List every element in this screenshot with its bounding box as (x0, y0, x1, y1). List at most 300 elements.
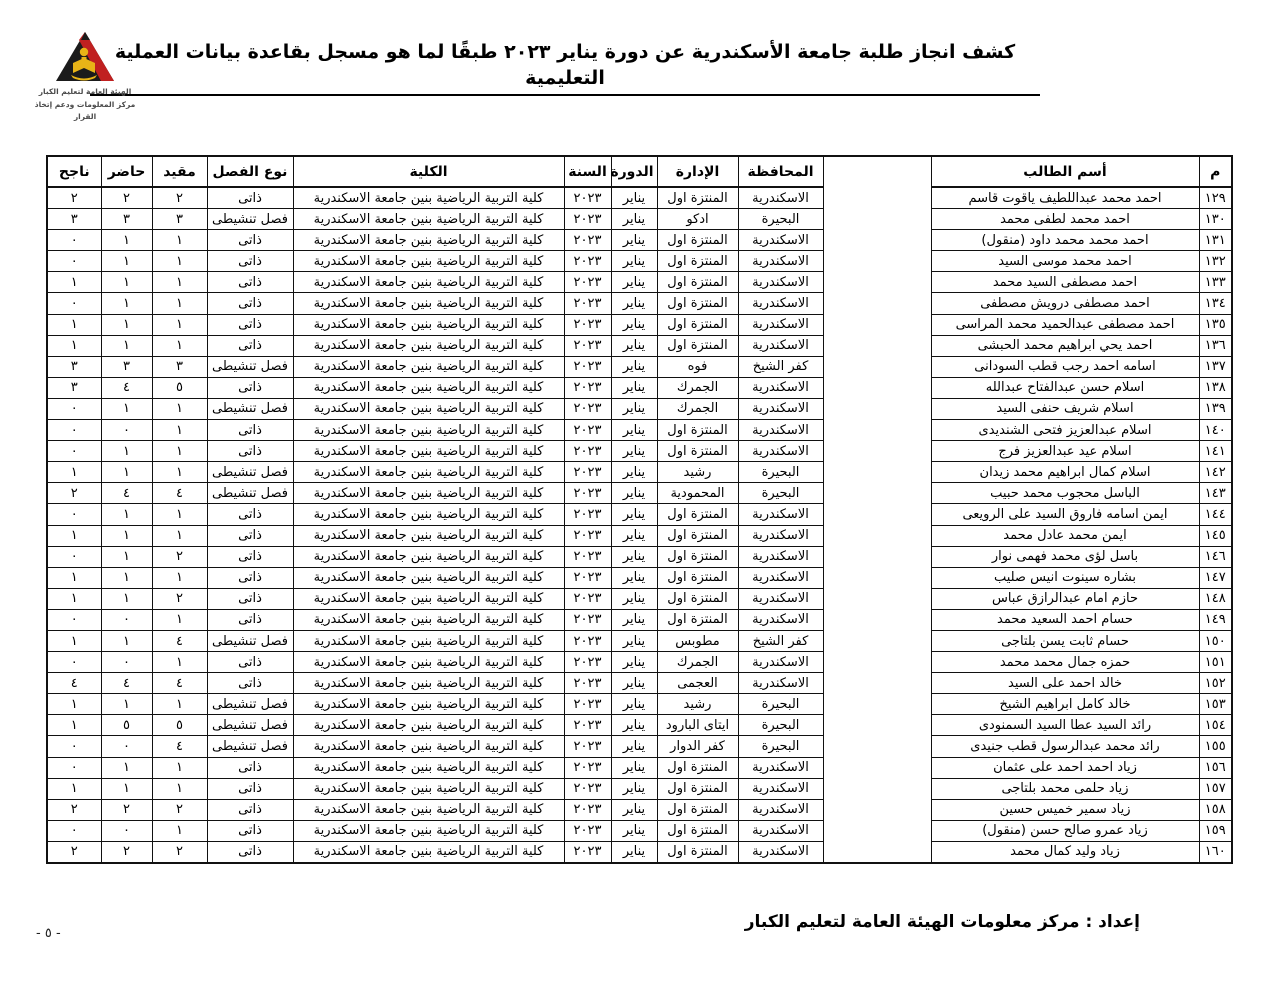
table-row (47, 293, 1232, 314)
cell-enrolled-count: ١ (152, 335, 207, 356)
table-row (47, 462, 1232, 483)
cell-passed-count: ١ (47, 588, 101, 609)
cell-passed-count: ٠ (47, 736, 101, 757)
cell-gap (823, 757, 931, 778)
cell-year: ٢٠٢٣ (564, 652, 611, 673)
cell-session: يناير (611, 841, 657, 863)
cell-enrolled-count: ١ (152, 820, 207, 841)
cell-enrolled-count: ١ (152, 420, 207, 441)
cell-governorate: الاسكندرية (738, 778, 823, 799)
cell-administration: العجمى (657, 673, 738, 694)
cell-administration: المنتزة اول (657, 251, 738, 272)
cell-session: يناير (611, 398, 657, 419)
cell-class-type: فصل تنشيطى (207, 209, 293, 230)
cell-present-count: ١ (101, 314, 152, 335)
table-row (47, 609, 1232, 630)
cell-college: كلية التربية الرياضية بنين جامعة الاسكندرية (293, 398, 564, 419)
cell-serial-number: ١٣٦ (1199, 335, 1232, 356)
header-student-name: أسم الطالب (931, 156, 1199, 187)
cell-present-count: ١ (101, 272, 152, 293)
pyramid-logo-icon (54, 30, 116, 84)
cell-session: يناير (611, 187, 657, 209)
cell-passed-count: ٢ (47, 799, 101, 820)
cell-college: كلية التربية الرياضية بنين جامعة الاسكندرية (293, 377, 564, 398)
cell-enrolled-count: ١ (152, 652, 207, 673)
cell-serial-number: ١٤٦ (1199, 546, 1232, 567)
cell-gap (823, 715, 931, 736)
table-row (47, 356, 1232, 377)
cell-class-type: ذاتى (207, 525, 293, 546)
header-session: الدورة (611, 156, 657, 187)
cell-gap (823, 251, 931, 272)
cell-session: يناير (611, 673, 657, 694)
cell-administration: المنتزة اول (657, 314, 738, 335)
cell-present-count: ٠ (101, 420, 152, 441)
cell-administration: مطوبس (657, 630, 738, 651)
cell-passed-count: ١ (47, 567, 101, 588)
cell-passed-count: ٠ (47, 820, 101, 841)
cell-session: يناير (611, 377, 657, 398)
logo-caption-line2: مركز المعلومات ودعم إتخاذ القرار (34, 100, 136, 121)
cell-serial-number: ١٤٢ (1199, 462, 1232, 483)
cell-college: كلية التربية الرياضية بنين جامعة الاسكندرية (293, 230, 564, 251)
cell-college: كلية التربية الرياضية بنين جامعة الاسكندرية (293, 609, 564, 630)
cell-present-count: ٢ (101, 799, 152, 820)
table-row (47, 799, 1232, 820)
cell-passed-count: ٠ (47, 652, 101, 673)
cell-college: كلية التربية الرياضية بنين جامعة الاسكندرية (293, 630, 564, 651)
cell-serial-number: ١٤٣ (1199, 483, 1232, 504)
header-administration: الإدارة (657, 156, 738, 187)
cell-enrolled-count: ١ (152, 272, 207, 293)
cell-passed-count: ١ (47, 272, 101, 293)
agency-logo (25, 30, 145, 122)
cell-student-name: احمد يحي ابراهيم محمد الحبشى (931, 335, 1199, 356)
cell-year: ٢٠٢٣ (564, 799, 611, 820)
cell-governorate: البحيرة (738, 462, 823, 483)
cell-enrolled-count: ٤ (152, 673, 207, 694)
cell-administration: المنتزة اول (657, 799, 738, 820)
cell-college: كلية التربية الرياضية بنين جامعة الاسكندرية (293, 335, 564, 356)
header-college: الكلية (293, 156, 564, 187)
cell-present-count: ١ (101, 757, 152, 778)
cell-administration: المنتزة اول (657, 230, 738, 251)
cell-gap (823, 335, 931, 356)
cell-passed-count: ٠ (47, 398, 101, 419)
cell-class-type: ذاتى (207, 272, 293, 293)
cell-administration: ايتاى البارود (657, 715, 738, 736)
cell-college: كلية التربية الرياضية بنين جامعة الاسكندرية (293, 778, 564, 799)
cell-present-count: ١ (101, 335, 152, 356)
cell-serial-number: ١٤٩ (1199, 609, 1232, 630)
cell-student-name: اسلام عيد عبدالعزيز فرج (931, 441, 1199, 462)
cell-college: كلية التربية الرياضية بنين جامعة الاسكندرية (293, 251, 564, 272)
table-row (47, 630, 1232, 651)
cell-governorate: الاسكندرية (738, 230, 823, 251)
header-governorate: المحافظة (738, 156, 823, 187)
cell-gap (823, 209, 931, 230)
cell-present-count: ١ (101, 588, 152, 609)
cell-class-type: ذاتى (207, 567, 293, 588)
cell-serial-number: ١٣٤ (1199, 293, 1232, 314)
cell-year: ٢٠٢٣ (564, 588, 611, 609)
cell-year: ٢٠٢٣ (564, 546, 611, 567)
cell-student-name: احمد مصطفى عبدالحميد محمد المراسى (931, 314, 1199, 335)
cell-enrolled-count: ١ (152, 757, 207, 778)
cell-year: ٢٠٢٣ (564, 841, 611, 863)
cell-college: كلية التربية الرياضية بنين جامعة الاسكندرية (293, 420, 564, 441)
cell-enrolled-count: ٤ (152, 630, 207, 651)
cell-enrolled-count: ١ (152, 314, 207, 335)
cell-college: كلية التربية الرياضية بنين جامعة الاسكندرية (293, 820, 564, 841)
cell-class-type: ذاتى (207, 230, 293, 251)
cell-year: ٢٠٢٣ (564, 778, 611, 799)
cell-gap (823, 546, 931, 567)
cell-present-count: ١ (101, 694, 152, 715)
table-row (47, 652, 1232, 673)
cell-college: كلية التربية الرياضية بنين جامعة الاسكندرية (293, 588, 564, 609)
cell-serial-number: ١٣٢ (1199, 251, 1232, 272)
cell-year: ٢٠٢٣ (564, 715, 611, 736)
cell-student-name: اسلام عبدالعزيز فتحى الشنديدى (931, 420, 1199, 441)
cell-college: كلية التربية الرياضية بنين جامعة الاسكندرية (293, 504, 564, 525)
cell-present-count: ١ (101, 546, 152, 567)
cell-class-type: ذاتى (207, 504, 293, 525)
cell-college: كلية التربية الرياضية بنين جامعة الاسكندرية (293, 441, 564, 462)
table-row (47, 420, 1232, 441)
cell-college: كلية التربية الرياضية بنين جامعة الاسكندرية (293, 209, 564, 230)
cell-student-name: زياد حلمى محمد بلتاجى (931, 778, 1199, 799)
cell-administration: المنتزة اول (657, 820, 738, 841)
cell-administration: ادكو (657, 209, 738, 230)
cell-college: كلية التربية الرياضية بنين جامعة الاسكندرية (293, 694, 564, 715)
cell-gap (823, 377, 931, 398)
cell-student-name: حازم امام عبدالرازق عباس (931, 588, 1199, 609)
cell-governorate: الاسكندرية (738, 799, 823, 820)
cell-enrolled-count: ٥ (152, 377, 207, 398)
cell-college: كلية التربية الرياضية بنين جامعة الاسكندرية (293, 715, 564, 736)
cell-year: ٢٠٢٣ (564, 673, 611, 694)
cell-college: كلية التربية الرياضية بنين جامعة الاسكندرية (293, 187, 564, 209)
cell-gap (823, 525, 931, 546)
cell-gap (823, 483, 931, 504)
cell-serial-number: ١٥٨ (1199, 799, 1232, 820)
cell-gap (823, 778, 931, 799)
cell-passed-count: ٠ (47, 757, 101, 778)
cell-class-type: ذاتى (207, 335, 293, 356)
cell-college: كلية التربية الرياضية بنين جامعة الاسكندرية (293, 546, 564, 567)
cell-student-name: الباسل محجوب محمد حبيب (931, 483, 1199, 504)
cell-administration: المنتزة اول (657, 525, 738, 546)
cell-session: يناير (611, 757, 657, 778)
cell-session: يناير (611, 314, 657, 335)
cell-serial-number: ١٤٧ (1199, 567, 1232, 588)
table-row (47, 841, 1232, 863)
cell-administration: الجمرك (657, 398, 738, 419)
cell-class-type: ذاتى (207, 757, 293, 778)
cell-class-type: ذاتى (207, 778, 293, 799)
page-title (90, 40, 1040, 96)
cell-present-count: ١ (101, 230, 152, 251)
cell-passed-count: ٠ (47, 230, 101, 251)
cell-student-name: خالد كامل ابراهيم الشيخ (931, 694, 1199, 715)
cell-serial-number: ١٦٠ (1199, 841, 1232, 863)
cell-present-count: ٥ (101, 715, 152, 736)
cell-enrolled-count: ٢ (152, 799, 207, 820)
cell-gap (823, 462, 931, 483)
table-row (47, 504, 1232, 525)
cell-college: كلية التربية الرياضية بنين جامعة الاسكندرية (293, 483, 564, 504)
cell-governorate: البحيرة (738, 736, 823, 757)
cell-year: ٢٠٢٣ (564, 567, 611, 588)
cell-passed-count: ١ (47, 314, 101, 335)
cell-class-type: ذاتى (207, 588, 293, 609)
cell-serial-number: ١٤٠ (1199, 420, 1232, 441)
cell-college: كلية التربية الرياضية بنين جامعة الاسكندرية (293, 314, 564, 335)
cell-passed-count: ٣ (47, 209, 101, 230)
cell-governorate: الاسكندرية (738, 251, 823, 272)
cell-serial-number: ١٥٧ (1199, 778, 1232, 799)
cell-present-count: ٣ (101, 356, 152, 377)
cell-governorate: البحيرة (738, 483, 823, 504)
cell-class-type: فصل تنشيطى (207, 630, 293, 651)
cell-governorate: الاسكندرية (738, 609, 823, 630)
cell-administration: فوه (657, 356, 738, 377)
cell-session: يناير (611, 209, 657, 230)
cell-college: كلية التربية الرياضية بنين جامعة الاسكندرية (293, 841, 564, 863)
cell-passed-count: ١ (47, 715, 101, 736)
cell-year: ٢٠٢٣ (564, 209, 611, 230)
cell-year: ٢٠٢٣ (564, 335, 611, 356)
cell-enrolled-count: ٢ (152, 546, 207, 567)
cell-gap (823, 420, 931, 441)
student-results-table (46, 155, 1233, 864)
cell-passed-count: ١ (47, 778, 101, 799)
header-serial-number: م (1199, 156, 1232, 187)
cell-class-type: فصل تنشيطى (207, 736, 293, 757)
table-row (47, 673, 1232, 694)
cell-passed-count: ٠ (47, 441, 101, 462)
cell-class-type: ذاتى (207, 420, 293, 441)
cell-student-name: زياد احمد احمد على عثمان (931, 757, 1199, 778)
cell-year: ٢٠٢٣ (564, 398, 611, 419)
table-row (47, 757, 1232, 778)
header-gap-column (823, 156, 931, 187)
cell-class-type: ذاتى (207, 293, 293, 314)
cell-enrolled-count: ١ (152, 694, 207, 715)
cell-enrolled-count: ٢ (152, 841, 207, 863)
cell-gap (823, 272, 931, 293)
cell-class-type: فصل تنشيطى (207, 398, 293, 419)
cell-governorate: الاسكندرية (738, 820, 823, 841)
cell-student-name: احمد مصطفى السيد محمد (931, 272, 1199, 293)
cell-serial-number: ١٥٤ (1199, 715, 1232, 736)
cell-class-type: ذاتى (207, 841, 293, 863)
cell-gap (823, 799, 931, 820)
table-row (47, 209, 1232, 230)
results-table-body (47, 187, 1232, 863)
cell-present-count: ١ (101, 293, 152, 314)
table-row (47, 187, 1232, 209)
cell-year: ٢٠٢٣ (564, 293, 611, 314)
cell-administration: الجمرك (657, 652, 738, 673)
cell-administration: رشيد (657, 694, 738, 715)
cell-present-count: ١ (101, 525, 152, 546)
cell-year: ٢٠٢٣ (564, 462, 611, 483)
cell-gap (823, 652, 931, 673)
cell-passed-count: ١ (47, 630, 101, 651)
cell-class-type: فصل تنشيطى (207, 715, 293, 736)
cell-session: يناير (611, 567, 657, 588)
prepared-by-note: إعداد : مركز معلومات الهيئة العامة لتعليم الكبار (744, 912, 1140, 932)
cell-enrolled-count: ١ (152, 567, 207, 588)
cell-passed-count: ٠ (47, 609, 101, 630)
cell-session: يناير (611, 778, 657, 799)
cell-administration: المنتزة اول (657, 187, 738, 209)
cell-session: يناير (611, 251, 657, 272)
cell-governorate: الاسكندرية (738, 567, 823, 588)
cell-gap (823, 567, 931, 588)
table-row (47, 546, 1232, 567)
cell-session: يناير (611, 609, 657, 630)
cell-serial-number: ١٢٩ (1199, 187, 1232, 209)
table-row (47, 820, 1232, 841)
cell-session: يناير (611, 272, 657, 293)
cell-present-count: ١ (101, 630, 152, 651)
cell-student-name: ايمن اسامه فاروق السيد على الرويعى (931, 504, 1199, 525)
cell-gap (823, 736, 931, 757)
cell-administration: المنتزة اول (657, 272, 738, 293)
cell-governorate: البحيرة (738, 694, 823, 715)
cell-class-type: فصل تنشيطى (207, 462, 293, 483)
cell-serial-number: ١٣١ (1199, 230, 1232, 251)
cell-class-type: ذاتى (207, 673, 293, 694)
table-row (47, 694, 1232, 715)
cell-college: كلية التربية الرياضية بنين جامعة الاسكندرية (293, 799, 564, 820)
cell-enrolled-count: ١ (152, 525, 207, 546)
cell-session: يناير (611, 820, 657, 841)
cell-gap (823, 398, 931, 419)
cell-governorate: كفر الشيخ (738, 630, 823, 651)
cell-governorate: الاسكندرية (738, 504, 823, 525)
cell-class-type: فصل تنشيطى (207, 694, 293, 715)
table-row (47, 377, 1232, 398)
cell-gap (823, 504, 931, 525)
cell-serial-number: ١٥٣ (1199, 694, 1232, 715)
cell-student-name: باسل لؤى محمد فهمى نوار (931, 546, 1199, 567)
cell-passed-count: ٢ (47, 187, 101, 209)
cell-present-count: ٠ (101, 820, 152, 841)
cell-class-type: ذاتى (207, 377, 293, 398)
table-row (47, 567, 1232, 588)
cell-year: ٢٠٢٣ (564, 356, 611, 377)
cell-administration: المنتزة اول (657, 588, 738, 609)
cell-present-count: ١ (101, 441, 152, 462)
cell-serial-number: ١٥٠ (1199, 630, 1232, 651)
cell-governorate: الاسكندرية (738, 293, 823, 314)
cell-college: كلية التربية الرياضية بنين جامعة الاسكندرية (293, 736, 564, 757)
table-row (47, 398, 1232, 419)
cell-enrolled-count: ١ (152, 398, 207, 419)
cell-serial-number: ١٤٥ (1199, 525, 1232, 546)
cell-administration: المنتزة اول (657, 504, 738, 525)
cell-present-count: ٤ (101, 673, 152, 694)
cell-administration: المنتزة اول (657, 335, 738, 356)
cell-gap (823, 609, 931, 630)
cell-enrolled-count: ١ (152, 251, 207, 272)
cell-administration: المنتزة اول (657, 567, 738, 588)
cell-present-count: ٢ (101, 841, 152, 863)
cell-passed-count: ٠ (47, 504, 101, 525)
cell-administration: الجمرك (657, 377, 738, 398)
cell-governorate: الاسكندرية (738, 420, 823, 441)
cell-gap (823, 293, 931, 314)
cell-student-name: خالد احمد على السيد (931, 673, 1199, 694)
cell-administration: المنتزة اول (657, 778, 738, 799)
cell-governorate: الاسكندرية (738, 673, 823, 694)
cell-passed-count: ١ (47, 694, 101, 715)
cell-session: يناير (611, 630, 657, 651)
cell-student-name: اسلام شريف حنفى السيد (931, 398, 1199, 419)
cell-college: كلية التربية الرياضية بنين جامعة الاسكندرية (293, 293, 564, 314)
logo-caption-line1: الهيئة العامة لتعليم الكبار (38, 87, 132, 96)
cell-governorate: الاسكندرية (738, 588, 823, 609)
cell-year: ٢٠٢٣ (564, 314, 611, 335)
cell-passed-count: ٤ (47, 673, 101, 694)
cell-student-name: زياد وليد كمال محمد (931, 841, 1199, 863)
cell-gap (823, 356, 931, 377)
cell-session: يناير (611, 293, 657, 314)
cell-year: ٢٠٢٣ (564, 251, 611, 272)
cell-administration: رشيد (657, 462, 738, 483)
cell-college: كلية التربية الرياضية بنين جامعة الاسكندرية (293, 567, 564, 588)
table-row (47, 230, 1232, 251)
cell-student-name: ايمن محمد عادل محمد (931, 525, 1199, 546)
cell-class-type: ذاتى (207, 820, 293, 841)
cell-passed-count: ١ (47, 525, 101, 546)
cell-present-count: ١ (101, 778, 152, 799)
table-row (47, 441, 1232, 462)
cell-class-type: ذاتى (207, 314, 293, 335)
cell-administration: المنتزة اول (657, 441, 738, 462)
cell-gap (823, 673, 931, 694)
cell-student-name: احمد مصطفى درويش مصطفى (931, 293, 1199, 314)
cell-governorate: الاسكندرية (738, 398, 823, 419)
cell-year: ٢٠٢٣ (564, 630, 611, 651)
cell-class-type: ذاتى (207, 187, 293, 209)
table-row (47, 736, 1232, 757)
cell-governorate: الاسكندرية (738, 335, 823, 356)
cell-gap (823, 230, 931, 251)
cell-year: ٢٠٢٣ (564, 187, 611, 209)
cell-enrolled-count: ١ (152, 504, 207, 525)
cell-class-type: ذاتى (207, 799, 293, 820)
page-title-text: كشف انجاز طلبة جامعة الأسكندرية عن دورة يناير ٢٠٢٣ طبقًا لما هو مسجل بقاعدة بيانات العملية التعليمية (90, 40, 1040, 96)
cell-session: يناير (611, 462, 657, 483)
cell-student-name: زياد سمير خميس حسين (931, 799, 1199, 820)
table-row (47, 778, 1232, 799)
table-row (47, 525, 1232, 546)
header-class-type: نوع الفصل (207, 156, 293, 187)
cell-session: يناير (611, 588, 657, 609)
cell-present-count: ١ (101, 251, 152, 272)
cell-college: كلية التربية الرياضية بنين جامعة الاسكندرية (293, 356, 564, 377)
cell-administration: المنتزة اول (657, 841, 738, 863)
cell-session: يناير (611, 504, 657, 525)
cell-passed-count: ٠ (47, 293, 101, 314)
cell-student-name: احمد محمد لطفى محمد (931, 209, 1199, 230)
cell-gap (823, 820, 931, 841)
